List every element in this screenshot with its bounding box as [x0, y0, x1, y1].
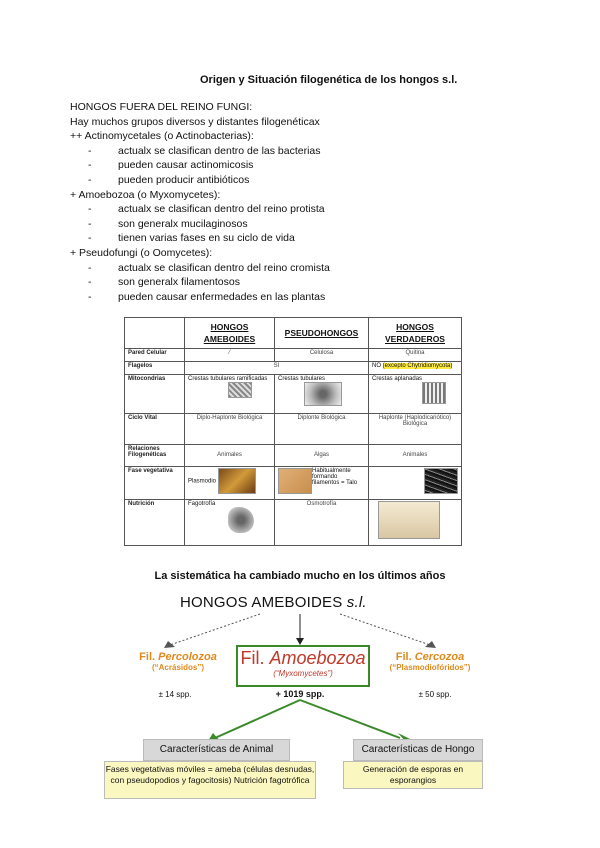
dash-bullet: -: [88, 261, 92, 274]
cercozoa-subtitle: (“Plasmodiofóridos”): [389, 663, 471, 672]
bullet-text: actualx se clasifican dentro del reino protista: [118, 203, 325, 216]
heading-main: HONGOS AMEBOIDES: [180, 594, 347, 611]
cell-pared-pseudo: Celulosa: [275, 348, 369, 361]
row-label-mito: Mitocondrias: [125, 375, 185, 414]
center-name: Amoebozoa: [269, 648, 366, 668]
dash-bullet: -: [88, 144, 92, 157]
row-label-pared: Pared Celular: [125, 348, 185, 361]
mito-verdaderos-text: Crestas aplanadas: [372, 376, 423, 383]
percolozoa-title: [128, 651, 228, 663]
paragraph-line: Hay muchos grupos diversos y distantes filogenéticax: [70, 115, 320, 128]
row-label-flagelos: Flagelos: [125, 361, 185, 374]
bullet-text: son generalx filamentosos: [118, 276, 240, 289]
dash-bullet: -: [88, 232, 92, 245]
cell-rel-verdaderos: Animales: [369, 444, 462, 466]
amoebozoa-count: + 1019 spp.: [275, 689, 325, 699]
cercozoa-count: ± 50 spp.: [418, 690, 452, 699]
bullet-text: tienen varias fases en su ciclo de vida: [118, 232, 295, 245]
paragraph-line: ++ Actinomycetales (o Actinobacterias):: [70, 130, 254, 143]
fungus-traits-title: Características de Hongo: [353, 739, 483, 761]
row-label-nutricion: Nutrición: [125, 499, 185, 545]
diagram-heading: [180, 594, 367, 611]
animal-traits-body: Fases vegetativas móviles = ameba (células desnudas, con pseudopodios y fagocitosis) Nutrición fagotrófica: [104, 761, 316, 799]
flagelos-no: NO: [372, 362, 383, 369]
cercozoa-title: [375, 651, 485, 663]
cell-pared-ameboides: ⁄: [185, 348, 275, 361]
cell-flagelos-si: SI: [185, 361, 369, 374]
percolozoa-count: ± 14 spp.: [158, 690, 192, 699]
table-header-ameboides: HONGOS AMEBOIDES: [185, 318, 275, 349]
table-header-pseudohongos: PSEUDOHONGOS: [275, 318, 369, 349]
fase-pseudo-text: Habitualmente formando filamentos = Talo: [312, 468, 358, 487]
heading-sl: s.l.: [346, 594, 367, 611]
cell-pared-verdaderos: Quitina: [369, 348, 462, 361]
cell-rel-ameboides: Animales: [185, 444, 275, 466]
nut-ameboides-text: Fagotrofía: [188, 500, 216, 507]
amoebozoa-subtitle: (“Myxomycetes”): [273, 669, 333, 678]
amoebozoa-box: [236, 645, 370, 687]
percolozoa-subtitle: (“Acrásidos”): [151, 663, 204, 672]
bullet-text: actualx se clasifican dentro del reino cromista: [118, 261, 330, 274]
cell-ciclo-ameboides: Diplo-Haplonte Biológica: [185, 414, 275, 445]
row-label-relaciones: Relaciones Filogenéticas: [125, 444, 185, 466]
cercozoa-group: [375, 651, 485, 672]
mito-ameboides-text: Crestas tubulares ramificadas: [188, 376, 268, 383]
bullet-text: pueden causar enfermedades en las plantas: [118, 290, 326, 303]
percolozoa-group: [128, 651, 228, 672]
cell-rel-pseudo: Algas: [275, 444, 369, 466]
dash-bullet: -: [88, 203, 92, 216]
bullet-text: son generalx mucilaginosos: [118, 217, 248, 230]
animal-traits-title: Características de Animal: [143, 739, 290, 761]
paragraph-line: + Amoebozoa (o Myxomycetes):: [70, 188, 221, 201]
center-prefix: Fil.: [240, 648, 270, 668]
paragraph-line: + Pseudofungi (o Oomycetes):: [70, 246, 213, 259]
cell-ciclo-verdaderos: Haplonte (Haplodicariótico) Biológica: [369, 414, 462, 445]
fungus-traits-body: Generación de esporas en esporangios: [343, 761, 483, 789]
cell-nut-pseudo: Osmotrofía: [275, 499, 369, 545]
mito-pseudo-text: Crestas tubulares: [278, 376, 326, 383]
dash-bullet: -: [88, 159, 92, 172]
row-label-ciclo: Ciclo Vital: [125, 414, 185, 445]
page-title: Origen y Situación filogenética de los hongos s.l.: [200, 74, 458, 86]
left-prefix: Fil.: [139, 651, 159, 663]
right-name: Cercozoa: [414, 651, 465, 663]
dash-bullet: -: [88, 290, 92, 303]
fase-ameboides-text: Plasmodio: [188, 478, 217, 485]
dash-bullet: -: [88, 276, 92, 289]
right-prefix: Fil.: [395, 651, 415, 663]
section-subtitle: La sistemática ha cambiado mucho en los últimos años: [154, 570, 446, 582]
bullet-text: actualx se clasifican dentro de las bacterias: [118, 144, 321, 157]
bullet-text: pueden producir antibióticos: [118, 173, 250, 186]
cell-ciclo-pseudo: Diplonte Biológica: [275, 414, 369, 445]
dash-bullet: -: [88, 217, 92, 230]
flagelos-exception: (excepto Chytridiomycota): [382, 362, 453, 369]
left-name: Percolozoa: [158, 651, 217, 663]
amoebozoa-title: [238, 648, 368, 669]
bullet-text: pueden causar actinomicosis: [118, 159, 254, 172]
dash-bullet: -: [88, 173, 92, 186]
paragraph-line: HONGOS FUERA DEL REINO FUNGI:: [70, 101, 253, 113]
table-header-verdaderos: HONGOS VERDADEROS: [369, 318, 462, 349]
row-label-fase: Fase vegetativa: [125, 467, 185, 500]
